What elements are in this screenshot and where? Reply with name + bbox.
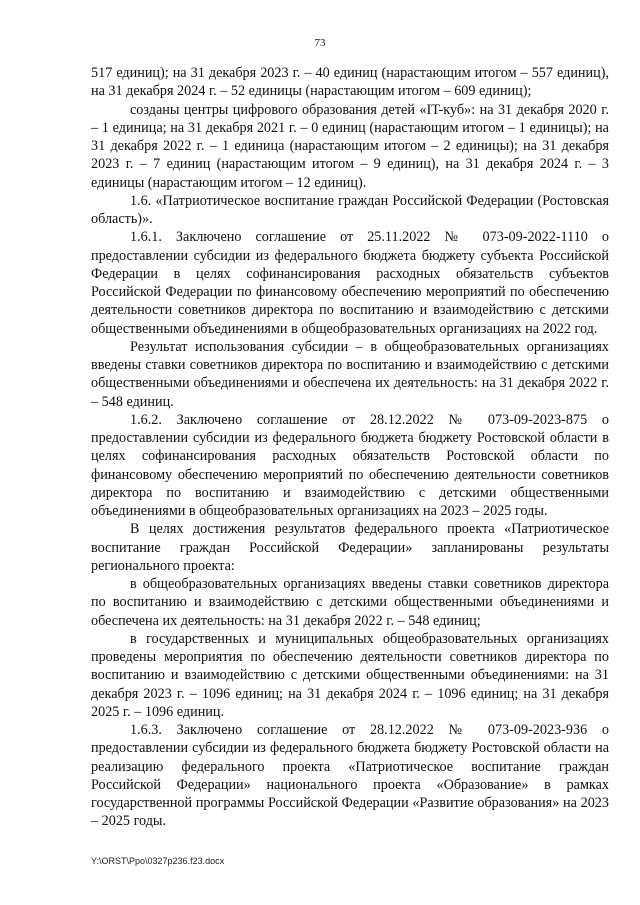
paragraph: 1.6.3. Заключено соглашение от 28.12.2022 № 073-09-2023-936 о предоставлении субсидии из федерального бюджета бюджету Ростовской области на реализацию федерального проекта «Патриотическое воспитание граждан Российской Федерации» национального проекта «Образование» в рамках государственной программы Российской Федерации «Развитие образования» на 2023 – 2025 годы. (91, 722, 609, 830)
paragraph: в общеобразовательных организациях введены ставки советников директора по воспитанию и взаимодействию с детскими общественными объединениями и обеспечена их деятельность: на 31 декабря 2022 г. – 548 единиц; (91, 576, 609, 629)
paragraph: 1.6.2. Заключено соглашение от 28.12.2022 № 073-09-2023-875 о предоставлении субсидии из федерального бюджета бюджету Ростовской области в целях софинансирования расходных обязательств Ростовской области по финансовому обеспечению мероприятий по обеспечению деятельности советников директора по воспитанию и взаимодействию с детскими общественными объединениями в общеобразовательных организациях на 2023 – 2025 годы. (91, 411, 609, 519)
paragraph: в государственных и муниципальных общеобразовательных организациях проведены мероприятия по обеспечению деятельности советников директора по воспитанию и взаимодействию с детскими общественными объединениями: на 31 декабря 2023 г. – 1096 единиц; на 31 декабря 2024 г. – 1096 единиц; на 31 декабря 2025 г. – 1096 единиц. (91, 630, 609, 720)
paragraph: В целях достижения результатов федерального проекта «Патриотическое воспитание граждан Российской Федерации» запланированы результаты регионального проекта: (91, 521, 609, 574)
page-number: 73 (314, 37, 326, 49)
paragraph: 1.6.1. Заключено соглашение от 25.11.2022 № 073-09-2022-1110 о предоставлении субсидии из федерального бюджета бюджету субъекта Российской Федерации в целях софинансирования расходных обязательств субъектов Российской Федерации по финансовому обеспечению мероприятий по обеспечению деятельности советников директора по воспитанию и взаимодействию с детскими общественными объединениями в общеобразовательных организациях на 2022 год. (91, 229, 609, 337)
paragraph: созданы центры цифрового образования детей «IT-куб»: на 31 декабря 2020 г. – 1 единица; на 31 декабря 2021 г. – 0 единиц (нарастающим итогом – 1 единицы); на 31 декабря 2022 г. – 1 единица (нарастающим итогом – 2 единицы); на 31 декабря 2023 г. – 7 единиц (нарастающим итогом – 9 единиц), на 31 декабря 2024 г. – 3 единицы (нарастающим итогом – 12 единиц). (91, 101, 609, 191)
paragraph: Результат использования субсидии – в общеобразовательных организациях введены ставки советников директора по воспитанию и взаимодействию с детскими общественными объединениями и обеспечена их деятельность: на 31 декабря 2022 г. – 548 единиц. (91, 338, 609, 410)
file-path-footer: Y:\ORST\Ppo\0327p236.f23.docx (91, 856, 225, 866)
paragraph: 517 единиц); на 31 декабря 2023 г. – 40 единиц (нарастающим итогом – 557 единиц), на 31 декабря 2024 г. – 52 единицы (нарастающим итогом – 609 единиц); (91, 65, 609, 100)
section-heading: 1.6. «Патриотическое воспитание граждан Российской Федерации (Ростовская область)». (91, 192, 609, 227)
document-body (91, 64, 609, 831)
